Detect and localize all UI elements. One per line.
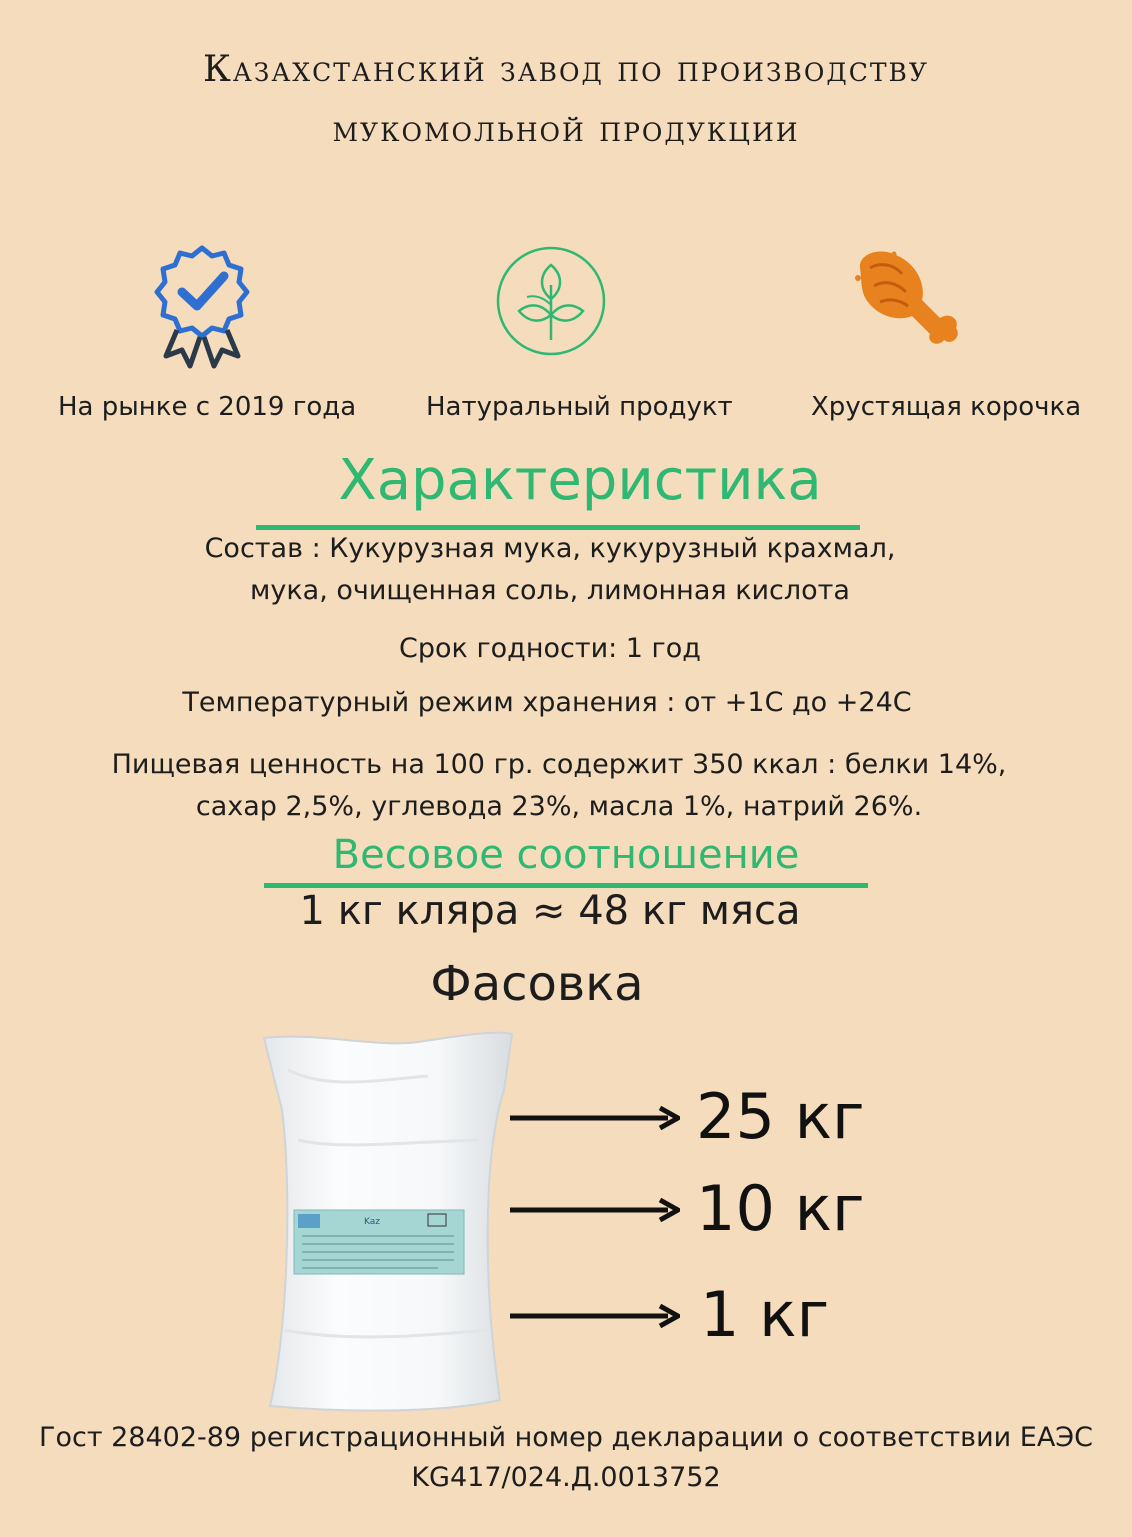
arrow-right-icon	[510, 1198, 680, 1222]
page-title-line-1: Казахстанский завод по производству	[203, 49, 929, 90]
nutrition-line-1: Пищевая ценность на 100 гр. содержит 350 ккал : белки 14%,	[111, 749, 1007, 780]
weight-10kg: 10 кг	[696, 1172, 865, 1245]
weight-25kg: 25 кг	[696, 1080, 865, 1153]
flour-bag-image	[258, 1030, 514, 1416]
footer-certification	[0, 1418, 1132, 1498]
fried-chicken-leg-icon	[850, 248, 965, 353]
composition-line-2: мука, очищенная соль, лимонная кислота	[250, 575, 850, 606]
feature-label-natural: Натуральный продукт	[426, 392, 733, 422]
nutrition-line-2: сахар 2,5%, углевода 23%, масла 1%, натрий 26%.	[195, 791, 923, 822]
ratio-text: 1 кг кляра ≈ 48 кг мяса	[299, 888, 801, 934]
characteristics-title: Характеристика	[338, 448, 822, 513]
footer-line-2: KG417/024.Д.0013752	[411, 1462, 721, 1493]
arrow-right-icon	[510, 1106, 680, 1130]
weight-1kg: 1 кг	[700, 1278, 830, 1351]
nutrition-text	[0, 744, 1118, 828]
composition-text	[0, 528, 1100, 612]
page-title	[0, 40, 1132, 160]
feature-label-market: На рынке с 2019 года	[58, 392, 357, 422]
arrow-right-icon	[510, 1304, 680, 1328]
shelf-life-text: Срок годности: 1 год	[399, 633, 701, 664]
ratio-title: Весовое соотношение	[332, 832, 800, 878]
leaf-plant-icon	[495, 245, 607, 357]
feature-label-crispy: Хрустящая корочка	[811, 392, 1082, 422]
composition-line-1: Состав : Кукурузная мука, кукурузный крахмал,	[204, 533, 896, 564]
certified-badge-icon	[152, 244, 252, 374]
storage-text: Температурный режим хранения : от +1С до +24С	[182, 687, 912, 718]
page-title-line-2: мукомольной продукции	[332, 109, 800, 150]
packaging-title: Фасовка	[430, 956, 644, 1012]
footer-line-1: Гост 28402-89 регистрационный номер декларации о соответствии ЕАЭС	[38, 1422, 1093, 1453]
bag-label-brand: Kaz	[364, 1217, 380, 1227]
